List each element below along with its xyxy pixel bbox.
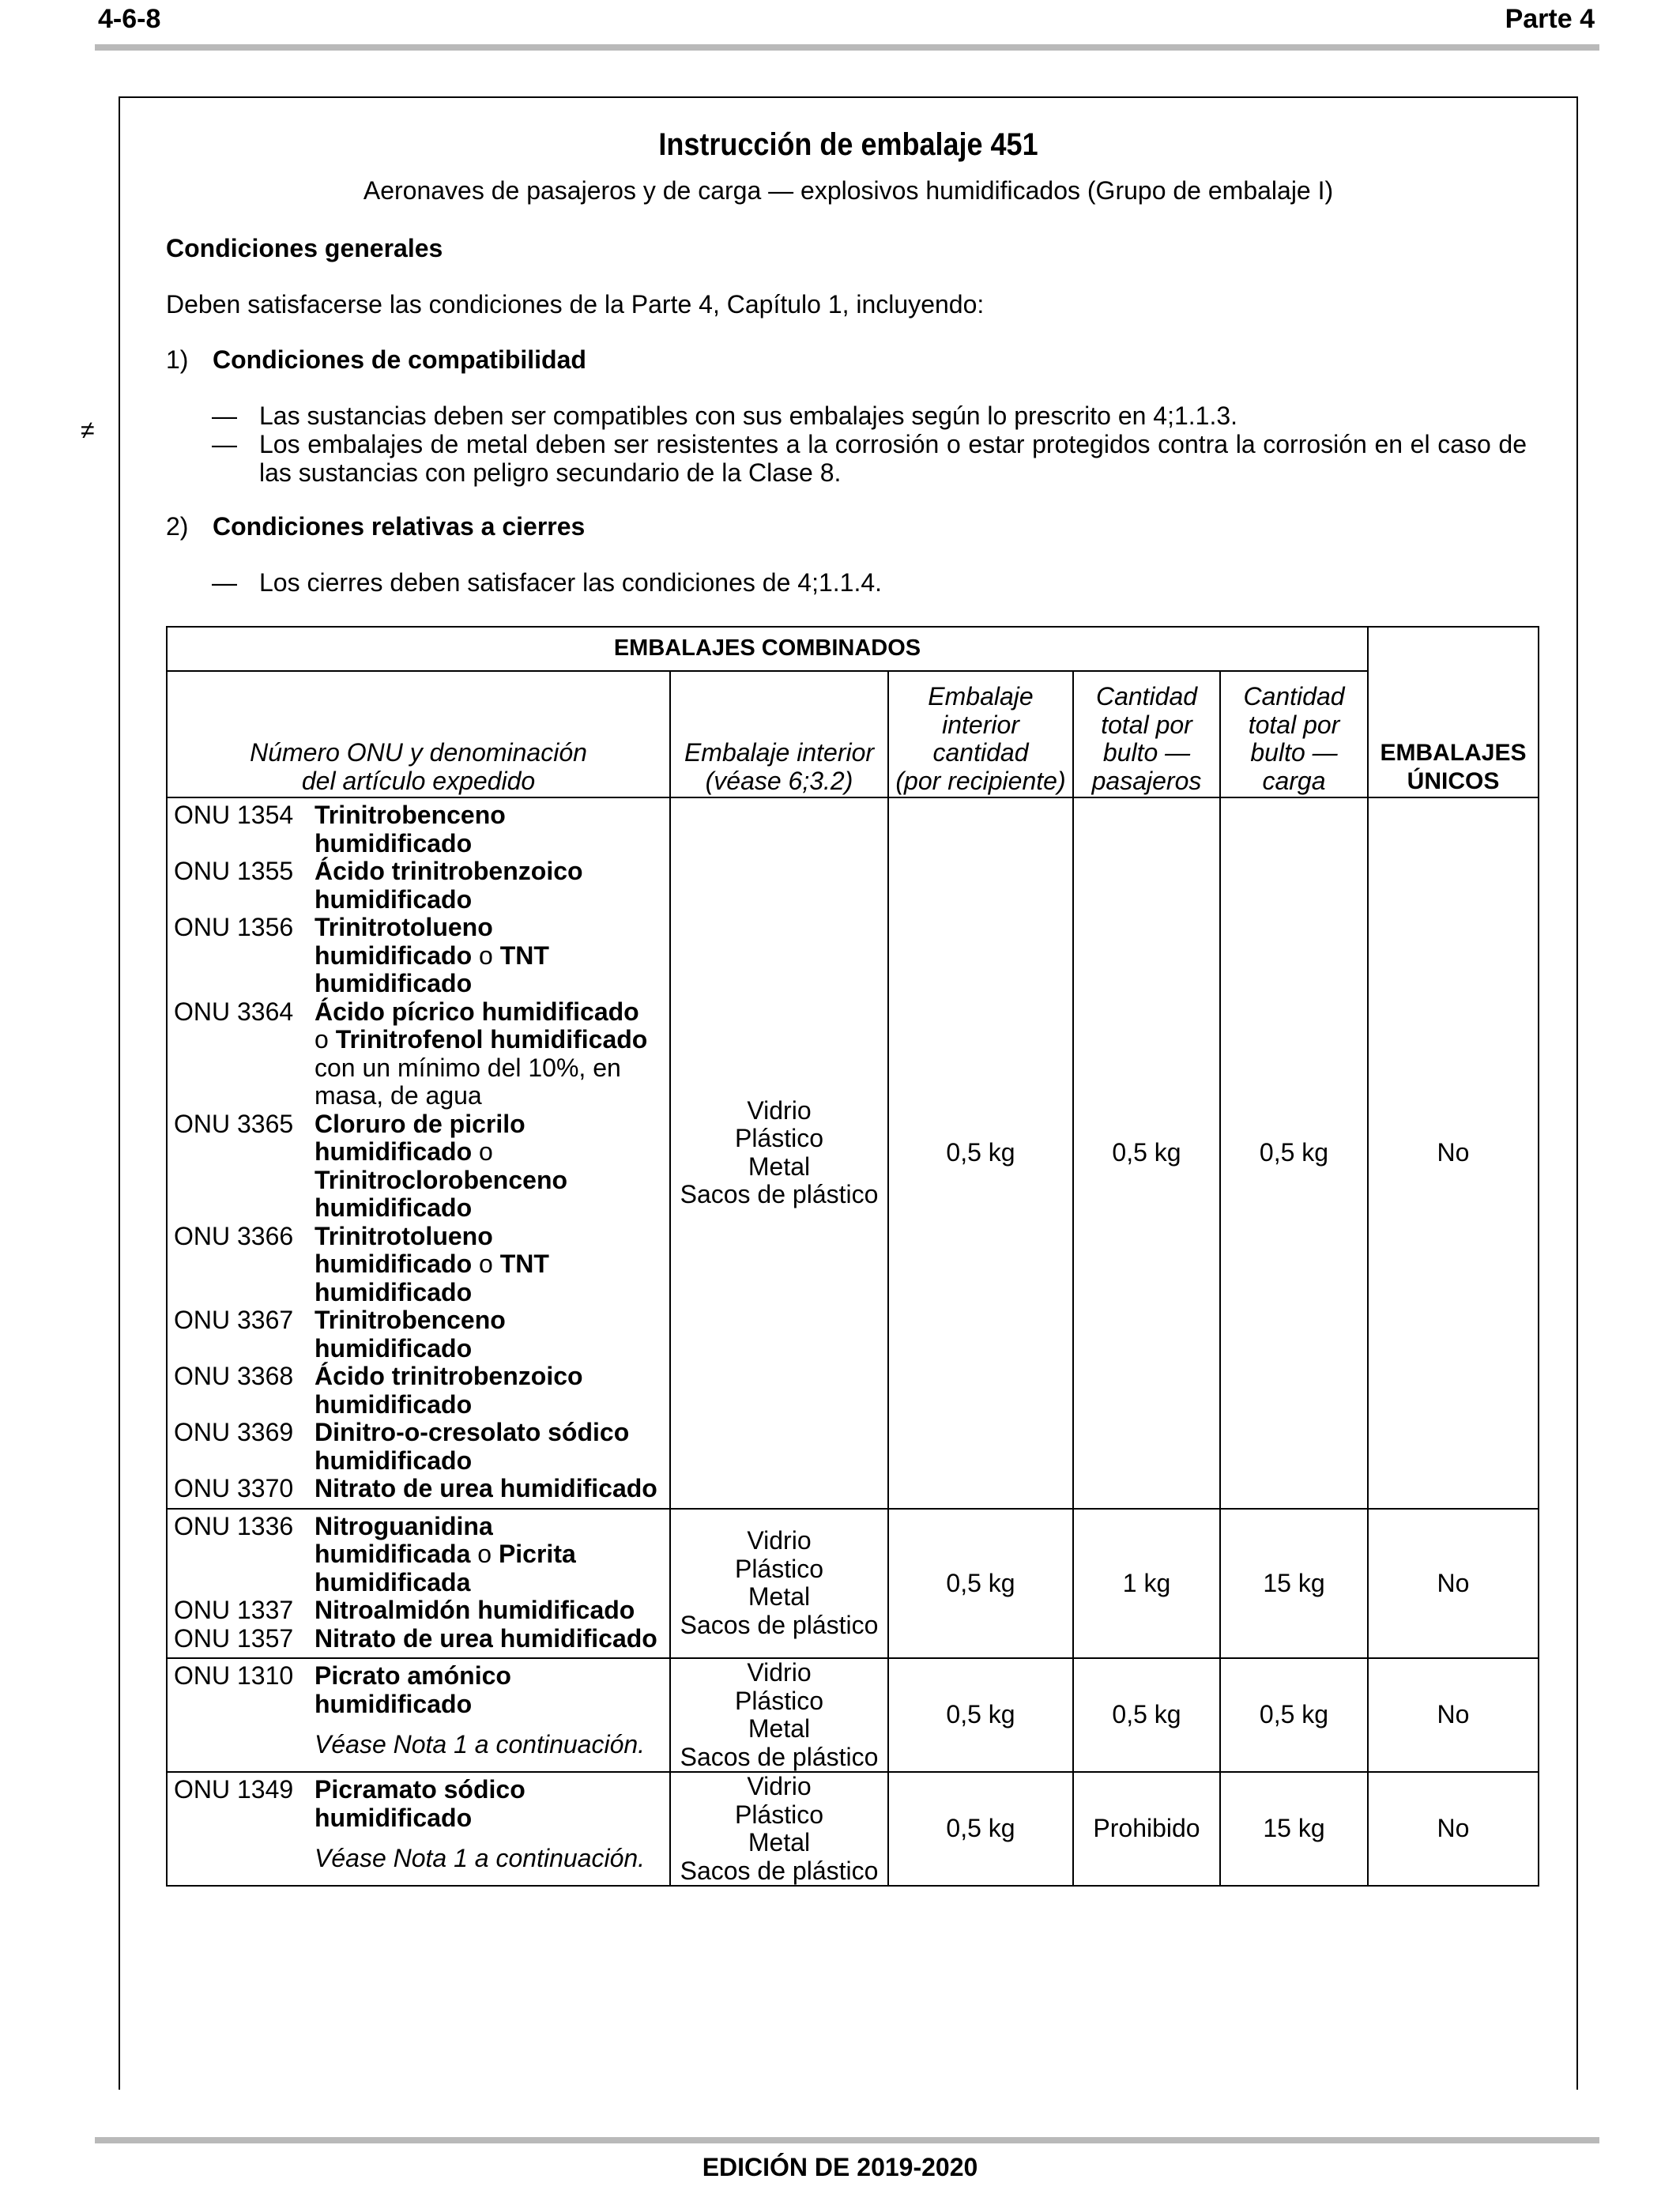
name-line — [315, 801, 669, 830]
inner-quantity-cell: 0,5 kg — [888, 797, 1073, 1509]
packaging-type: Sacos de plástico — [680, 1180, 879, 1209]
shipping-name — [315, 1662, 669, 1718]
name-line — [315, 1662, 669, 1691]
section-number: 1) — [166, 345, 189, 374]
un-number: ONU 3370 — [174, 1474, 294, 1502]
combined-packagings-header: EMBALAJES COMBINADOS — [167, 627, 1368, 671]
header-line: Cantidad — [1095, 682, 1198, 711]
un-number: ONU 1357 — [174, 1623, 294, 1653]
substance-name: Ácido trinitrobenzoico — [315, 857, 583, 885]
name-line — [315, 1625, 669, 1653]
substance-name: Picramato sódico — [315, 1775, 525, 1804]
list-item — [174, 1363, 669, 1419]
inner-packaging-cell — [670, 797, 888, 1509]
edition-footer: EDICIÓN DE 2019-2020 — [702, 2153, 978, 2181]
general-intro: Deben satisfacerse las condiciones de la Parte 4, Capítulo 1, incluyendo: — [166, 290, 985, 319]
substance-name: Trinitrofenol humidificado — [335, 1025, 648, 1054]
shipping-name — [315, 801, 669, 858]
name-line — [315, 914, 669, 942]
header-line: pasajeros — [1091, 766, 1202, 795]
shipping-name — [315, 1363, 669, 1419]
bullet-text: Los embalajes de metal deben ser resistentes a la corrosión o estar protegidos contra la corrosión en el caso de las sustancias con peligro secundario de la Clase 8. — [259, 430, 1527, 487]
bullet-dash: — — [212, 568, 237, 597]
name-line — [315, 1110, 669, 1139]
header-line: total por — [1101, 710, 1192, 739]
table-row — [167, 797, 1539, 1509]
substance-name: Trinitrotolueno — [315, 1221, 493, 1250]
name-line: o Trinitrofenol humidificado — [315, 1025, 648, 1054]
inner-quantity-header — [888, 671, 1073, 797]
un-number: ONU 1356 — [174, 913, 294, 941]
un-number: ONU 1355 — [174, 857, 294, 885]
passenger-quantity-header — [1073, 671, 1220, 797]
name-line — [315, 1475, 669, 1503]
inner-quantity-cell: 0,5 kg — [888, 1509, 1073, 1659]
passenger-quantity-cell: Prohibido — [1073, 1772, 1220, 1886]
substance-name: Ácido pícrico humidificado — [315, 997, 639, 1026]
substance-name: Dinitro-o-cresolato sódico — [315, 1418, 630, 1446]
packaging-type: Vidrio — [747, 1526, 812, 1555]
packaging-type: Metal — [748, 1828, 811, 1857]
substance-name: humidificado — [315, 1137, 473, 1166]
list-item — [174, 1625, 669, 1653]
shipping-name — [315, 1776, 669, 1832]
un-items-cell — [167, 1772, 670, 1886]
page-title: Instrucción de embalaje 451 — [658, 127, 1038, 162]
substance-name: Nitrato de urea humidificado — [315, 1474, 657, 1502]
name-line — [315, 1279, 669, 1307]
name-line — [315, 886, 669, 914]
footer-rule — [95, 2137, 1599, 2143]
list-item — [174, 1223, 669, 1307]
un-number: ONU 1337 — [174, 1596, 294, 1624]
bullet-dash: — — [212, 401, 237, 430]
un-number: ONU 3369 — [174, 1418, 294, 1446]
header-line: del artículo expedido — [301, 766, 536, 795]
passenger-quantity-cell: 0,5 kg — [1073, 1658, 1220, 1772]
bullet-text: Las sustancias deben ser compatibles con sus embalajes según lo prescrito en 4;1.1.3. — [259, 401, 1238, 430]
header-line: Número ONU y denominación — [250, 738, 587, 767]
substance-name: humidificado — [315, 1389, 473, 1419]
single-packaging-cell: No — [1368, 1509, 1539, 1659]
substance-name: Picrato amónico — [315, 1661, 511, 1690]
packaging-type: Sacos de plástico — [680, 1856, 879, 1885]
table-row — [167, 1658, 1539, 1772]
single-packagings-header — [1368, 627, 1539, 797]
header-line: Embalaje interior — [684, 738, 875, 767]
un-number: ONU 3366 — [174, 1221, 294, 1250]
substance-name: humidificado — [315, 969, 473, 997]
shipping-name — [315, 1306, 669, 1363]
name-line — [315, 1596, 669, 1625]
shipping-name — [315, 1223, 669, 1307]
substance-name: humidificada — [315, 1540, 471, 1568]
substance-name: humidificado — [315, 884, 473, 914]
name-line — [315, 1194, 669, 1223]
packaging-type: Vidrio — [747, 1772, 812, 1800]
substance-name: TNT — [499, 941, 549, 970]
list-item — [174, 1662, 669, 1718]
list-item — [174, 801, 669, 858]
part-label: Parte 4 — [1505, 4, 1595, 34]
section-number: 2) — [166, 512, 189, 541]
name-line: masa, de agua — [315, 1081, 482, 1110]
list-item — [174, 1513, 669, 1597]
un-number: ONU 1349 — [174, 1775, 294, 1804]
substance-name: humidificado — [315, 828, 473, 858]
table-row — [167, 1509, 1539, 1659]
name-line — [315, 1691, 669, 1719]
un-number: ONU 3364 — [174, 997, 294, 1026]
substance-name: humidificado — [315, 1193, 473, 1222]
section-heading: Condiciones relativas a cierres — [213, 512, 586, 541]
bullet-text: Los cierres deben satisfacer las condiciones de 4;1.1.4. — [259, 568, 883, 597]
section-heading: Condiciones de compatibilidad — [213, 345, 586, 374]
name-line — [315, 858, 669, 886]
un-number-header — [167, 671, 670, 797]
substance-name: humidificado — [315, 1277, 473, 1306]
header-line: interior — [942, 710, 1019, 739]
substance-name: Nitroguanidina — [315, 1511, 493, 1540]
single-packaging-cell: No — [1368, 1772, 1539, 1886]
header-line: (véase 6;3.2) — [705, 766, 853, 795]
packaging-type: Metal — [748, 1582, 811, 1612]
name-line: con un mínimo del 10%, en — [315, 1053, 621, 1082]
un-number: ONU 1336 — [174, 1511, 294, 1540]
list-item — [174, 858, 669, 914]
shipping-name — [315, 1596, 669, 1625]
name-line — [315, 1223, 669, 1251]
un-number: ONU 1354 — [174, 801, 294, 829]
page-number: 4-6-8 — [98, 4, 161, 34]
substance-name: Trinitroclorobenceno — [315, 1165, 568, 1194]
name-line — [315, 1363, 669, 1391]
shipping-name — [315, 1110, 669, 1223]
packaging-type: Metal — [748, 1714, 811, 1743]
packaging-type: Metal — [748, 1152, 811, 1181]
name-line — [315, 1776, 669, 1804]
name-line — [315, 830, 669, 858]
packaging-type: Vidrio — [747, 1658, 812, 1687]
list-item — [174, 998, 669, 1110]
list-item — [174, 1419, 669, 1475]
substance-name: Trinitrobenceno — [315, 801, 506, 829]
list-item — [174, 1475, 669, 1503]
substance-name: humidificada — [315, 1567, 471, 1596]
shipping-name — [315, 914, 669, 998]
substance-name: humidificado — [315, 1803, 473, 1832]
substance-name: humidificado — [315, 941, 473, 970]
name-line — [315, 1306, 669, 1335]
name-line — [315, 1804, 669, 1833]
single-packaging-cell: No — [1368, 1658, 1539, 1772]
name-line — [315, 998, 669, 1027]
header-line: bulto — — [1250, 738, 1338, 767]
note-reference: Véase Nota 1 a continuación. — [315, 1844, 646, 1872]
single-packaging-cell: No — [1368, 797, 1539, 1509]
inner-quantity-cell: 0,5 kg — [888, 1772, 1073, 1886]
page-subtitle: Aeronaves de pasajeros y de carga — explosivos humidificados (Grupo de embalaje I) — [363, 176, 1334, 205]
substance-name: Nitroalmidón humidificado — [315, 1596, 635, 1624]
list-item — [174, 1776, 669, 1832]
name-line — [315, 1335, 669, 1363]
header-rule — [95, 44, 1599, 51]
inner-packaging-cell — [670, 1509, 888, 1659]
header-line: total por — [1248, 710, 1340, 739]
packaging-type: Sacos de plástico — [680, 1610, 879, 1639]
substance-name: Cloruro de picrilo — [315, 1109, 525, 1138]
un-items-cell — [167, 1509, 670, 1659]
packing-table — [166, 626, 1539, 1887]
un-number: ONU 3367 — [174, 1306, 294, 1334]
name-line: humidificado o — [315, 1137, 493, 1166]
packaging-type: Plástico — [734, 1554, 824, 1583]
name-line: humidificada o Picrita — [315, 1540, 576, 1568]
inner-packaging-header — [670, 671, 888, 797]
general-heading: Condiciones generales — [166, 234, 443, 262]
cargo-quantity-cell: 0,5 kg — [1220, 1658, 1368, 1772]
substance-name: TNT — [499, 1250, 549, 1278]
header-line: cantidad — [932, 738, 1029, 767]
shipping-name — [315, 998, 669, 1110]
cargo-quantity-cell: 15 kg — [1220, 1509, 1368, 1659]
cargo-quantity-cell: 0,5 kg — [1220, 797, 1368, 1509]
list-item — [174, 1110, 669, 1223]
header-line: carga — [1262, 766, 1326, 795]
packaging-type: Sacos de plástico — [680, 1742, 879, 1771]
header-line: (por recipiente) — [895, 766, 1066, 795]
substance-name: Nitrato de urea humidificado — [315, 1623, 657, 1653]
cargo-quantity-header — [1220, 671, 1368, 797]
table-row — [167, 1772, 1539, 1886]
header-line: ÚNICOS — [1407, 767, 1500, 794]
list-item — [174, 1596, 669, 1625]
name-line — [315, 1569, 669, 1597]
shipping-name — [315, 1513, 669, 1597]
name-line — [315, 1167, 669, 1195]
name-line — [315, 1419, 669, 1447]
list-item — [174, 914, 669, 998]
shipping-name — [315, 1625, 669, 1653]
un-number: ONU 1310 — [174, 1661, 294, 1690]
inner-packaging-cell — [670, 1658, 888, 1772]
name-line — [315, 1447, 669, 1476]
un-items-cell — [167, 1658, 670, 1772]
passenger-quantity-cell: 1 kg — [1073, 1509, 1220, 1659]
packaging-type: Plástico — [734, 1124, 824, 1153]
name-line — [315, 1513, 669, 1541]
name-line — [315, 1391, 669, 1419]
un-number: ONU 3368 — [174, 1362, 294, 1390]
un-number: ONU 3365 — [174, 1109, 294, 1138]
substance-name: Ácido trinitrobenzoico — [315, 1362, 583, 1390]
packaging-type: Plástico — [734, 1686, 824, 1715]
change-mark: ≠ — [81, 416, 95, 444]
list-item — [174, 1306, 669, 1363]
name-line — [315, 970, 669, 998]
packaging-type: Plástico — [734, 1800, 824, 1829]
substance-name: Picrita — [498, 1540, 576, 1568]
shipping-name — [315, 858, 669, 914]
substance-name: humidificado — [315, 1446, 473, 1475]
substance-name: humidificado — [315, 1689, 473, 1718]
shipping-name — [315, 1419, 669, 1475]
header-line: bulto — — [1102, 738, 1191, 767]
shipping-name — [315, 1475, 669, 1503]
header-line: Cantidad — [1243, 682, 1345, 711]
un-items-cell — [167, 797, 670, 1509]
name-line: humidificado o TNT — [315, 1250, 549, 1278]
substance-name: Trinitrobenceno — [315, 1306, 506, 1334]
substance-name: humidificado — [315, 1333, 473, 1363]
header-line: EMBALAJES — [1380, 740, 1527, 766]
name-line: humidificado o TNT — [315, 941, 549, 970]
bullet-dash: — — [212, 430, 237, 458]
substance-name: humidificado — [315, 1250, 473, 1278]
inner-quantity-cell: 0,5 kg — [888, 1658, 1073, 1772]
header-line: Embalaje — [928, 682, 1034, 711]
cargo-quantity-cell: 15 kg — [1220, 1772, 1368, 1886]
substance-name: Trinitrotolueno — [315, 913, 493, 941]
passenger-quantity-cell: 0,5 kg — [1073, 797, 1220, 1509]
packaging-type: Vidrio — [747, 1095, 812, 1125]
inner-packaging-cell — [670, 1772, 888, 1886]
note-reference: Véase Nota 1 a continuación. — [315, 1730, 646, 1759]
